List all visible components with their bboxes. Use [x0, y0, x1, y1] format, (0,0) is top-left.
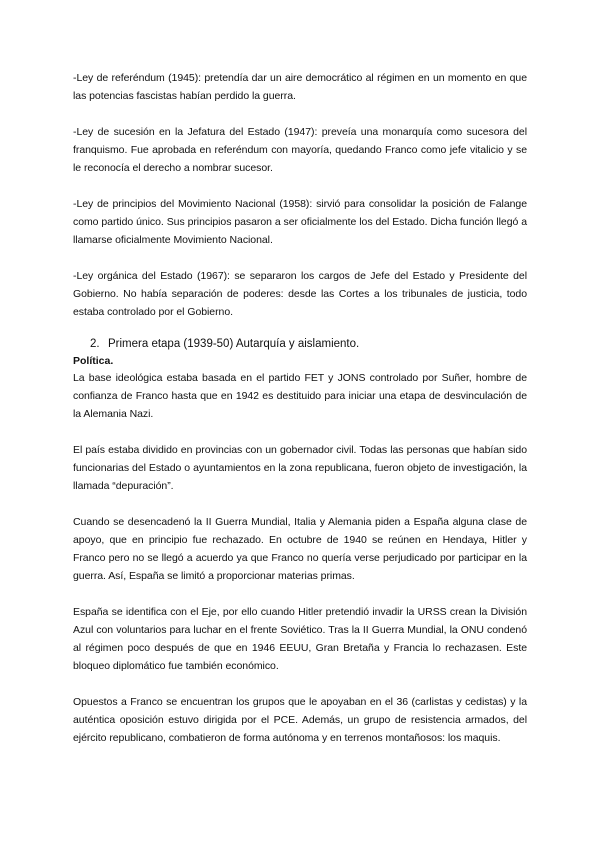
section-number: 2.	[90, 338, 100, 350]
paragraph-provincias: El país estaba dividido en provincias con un gobernador civil. Todas las personas que habían sido funcionarias del Estado o ayuntamientos en la zona republicana, fueron objeto de investigación, la llamada “depuración”.	[73, 444, 527, 492]
section-title: Primera etapa (1939-50) Autarquía y aislamiento.	[108, 338, 360, 350]
law-referendum: -Ley de referéndum (1945): pretendía dar un aire democrático al régimen en un momento en que las potencias fascistas habían perdido la guerra.	[73, 72, 527, 102]
paragraph-ideologia: La base ideológica estaba basada en el partido FET y JONS controlado por Suñer, hombre de confianza de Franco hasta que en 1942 es destituido para iniciar una etapa de desvinculación de la Alemania Nazi.	[73, 372, 527, 420]
law-principios: -Ley de principios del Movimiento Nacional (1958): sirvió para consolidar la posición de Falange como partido único. Sus principios pasaron a ser oficialmente los del Estado. Dicha función llegó a llamarse oficialmente Movimiento Nacional.	[73, 198, 527, 246]
section-subheading: Política.	[73, 355, 114, 367]
paragraph-guerra-mundial: Cuando se desencadenó la II Guerra Mundial, Italia y Alemania piden a España alguna clase de apoyo, que en principio fue rechazado. En octubre de 1940 se reúnen en Hendaya, Hitler y Franco pero no se llegó a acuerdo ya que Franco no quería verse perjudicado por participar en la guerra. Así, España se limitó a proporcionar materias primas.	[73, 516, 527, 582]
law-sucesion: -Ley de sucesión en la Jefatura del Estado (1947): preveía una monarquía como sucesora del franquismo. Fue aprobada en referéndum con mayoría, quedando Franco como jefe vitalicio y se le reconocía el derecho a nombrar sucesor.	[73, 126, 527, 174]
paragraph-oposicion: Opuestos a Franco se encuentran los grupos que le apoyaban en el 36 (carlistas y cedistas) y la auténtica oposición estuvo dirigida por el PCE. Además, un grupo de resistencia armados, del ejército republicano, combatieron de forma autónoma y en terrenos montañosos: los maquis.	[73, 696, 527, 744]
paragraph-eje: España se identifica con el Eje, por ello cuando Hitler pretendió invadir la URSS crean la División Azul con voluntarios para luchar en el frente Soviético. Tras la II Guerra Mundial, la ONU condenó al régimen poco después de que en 1946 EEUU, Gran Bretaña y Francia lo rechazasen. Este bloqueo diplomático fue también económico.	[73, 606, 527, 672]
section-heading	[90, 335, 527, 353]
law-organica: -Ley orgánica del Estado (1967): se separaron los cargos de Jefe del Estado y Presidente del Gobierno. No había separación de poderes: desde las Cortes a los tribunales de justicia, todo estaba controlado por el Gobierno.	[73, 270, 527, 318]
document-page	[73, 69, 527, 765]
